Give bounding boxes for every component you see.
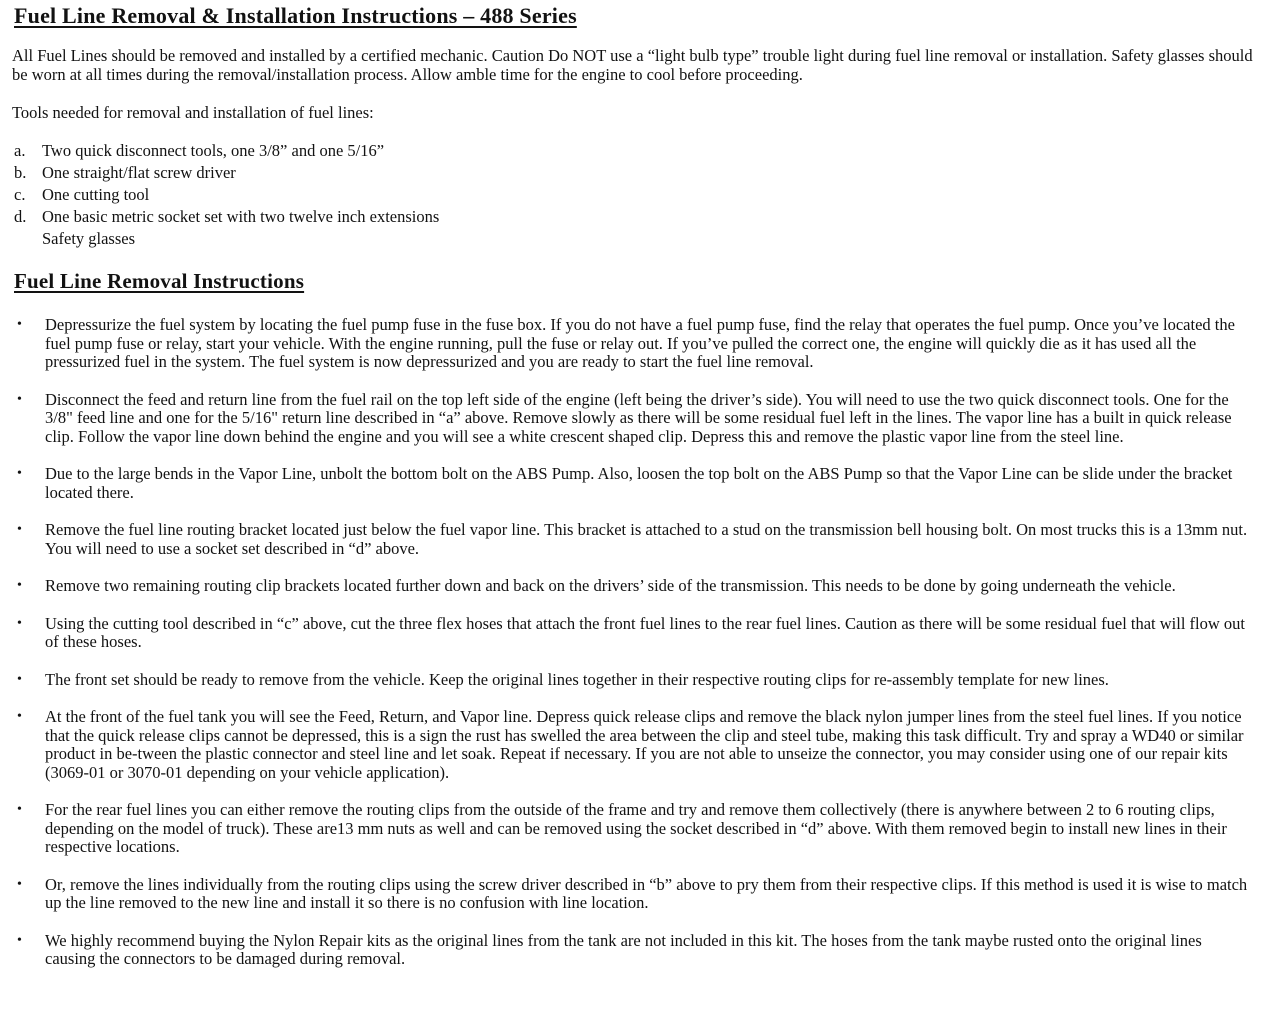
- list-item-text: Safety glasses: [42, 229, 136, 248]
- list-item: [12, 577, 1266, 596]
- tools-heading: Tools needed for removal and installation of fuel lines:: [12, 103, 374, 122]
- list-item: [12, 316, 1266, 372]
- step-text: Depressurize the fuel system by locating the fuel pump fuse in the fuse box. If you do not have a fuel pump fuse, find the relay that operates the fuel pump. Once you’ve located the fuel pump fuse or relay, start your vehicle. With the engine running, pull the fuse or relay out. If you’ve pulled the correct one, the engine will quickly die as it has used all the pressurized fuel in the system. The fuel system is now depressurized and you are ready to start the fuel line removal.: [45, 315, 1235, 371]
- list-item-continuation: [12, 228, 1266, 250]
- intro-paragraph: All Fuel Lines should be removed and installed by a certified mechanic. Caution Do NOT use a “light bulb type” trouble light during fuel line removal or installation. Safety glasses should be worn at all times during the removal/installation process. Allow amble time for the engine to cool before proceeding.: [12, 46, 1253, 84]
- tools-list: [12, 140, 1266, 250]
- bullet-icon: •: [17, 522, 22, 537]
- bullet-icon: •: [17, 317, 22, 332]
- list-item: [12, 465, 1266, 502]
- list-item: [12, 932, 1266, 969]
- list-marker: b.: [14, 163, 27, 182]
- step-text: Disconnect the feed and return line from the fuel rail on the top left side of the engine (left being the driver’s side). You will need to use the two quick disconnect tools. One for the 3/8" feed line and one for the 5/16" return line described in “a” above. Remove slowly as there will be some residual fuel left in the lines. The vapor line has a built in quick release clip. Follow the vapor line down behind the engine and you will see a white crescent shaped clip. Depress this and remove the plastic vapor line from the steel line.: [45, 389, 1232, 446]
- step-text: We highly recommend buying the Nylon Repair kits as the original lines from the tank are not included in this kit. The hoses from the tank maybe rusted onto the original lines causing the connectors to be damaged during removal.: [45, 930, 1202, 968]
- step-text: Due to the large bends in the Vapor Line, unbolt the bottom bolt on the ABS Pump. Also, loosen the top bolt on the ABS Pump so that the Vapor Line can be slide under the bracket located there.: [45, 464, 1233, 502]
- list-item: [12, 391, 1266, 447]
- list-item: [12, 876, 1266, 913]
- list-item-text: Two quick disconnect tools, one 3/8” and one 5/16”: [42, 141, 385, 160]
- list-item: [12, 615, 1266, 652]
- list-marker: c.: [14, 185, 26, 204]
- list-item: [12, 671, 1266, 690]
- list-item: [12, 162, 1266, 184]
- bullet-icon: •: [17, 709, 22, 724]
- step-text: For the rear fuel lines you can either remove the routing clips from the outside of the frame and try and remove them collectively (there is anywhere between 2 to 6 routing clips, depending on the model of truck). These are13 mm nuts as well and can be removed using the socket described in “d” above. With them removed begin to install new lines in their respective locations.: [45, 800, 1227, 856]
- list-marker: a.: [14, 141, 26, 160]
- step-text: The front set should be ready to remove from the vehicle. Keep the original lines together in their respective routing clips for re-assembly template for new lines.: [45, 669, 1109, 689]
- section-heading: Fuel Line Removal Instructions: [14, 269, 305, 293]
- list-item-text: One basic metric socket set with two twelve inch extensions: [42, 207, 440, 226]
- step-text: At the front of the fuel tank you will see the Feed, Return, and Vapor line. Depress quick release clips and remove the black nylon jumper lines from the steel fuel lines. If you notice that the quick release clips cannot be depressed, this is a sign the rust has swelled the area between the clip and steel tube, making this task difficult. Try and spray a WD40 or similar product in be-tween the plastic connector and steel line and let soak. Repeat if necessary. If you are not able to unseize the connector, you may consider using one of our repair kits (3069-01 or 3070-01 depending on your vehicle application).: [45, 707, 1244, 782]
- list-item-text: One cutting tool: [42, 185, 150, 204]
- list-item: [12, 206, 1266, 228]
- bullet-icon: •: [17, 466, 22, 481]
- list-item: [12, 184, 1266, 206]
- page-title: Fuel Line Removal & Installation Instructions – 488 Series: [14, 3, 577, 28]
- bullet-icon: •: [17, 671, 22, 687]
- list-item-text: One straight/flat screw driver: [42, 163, 236, 182]
- step-text: Remove the fuel line routing bracket located just below the fuel vapor line. This bracket is attached to a stud on the transmission bell housing bolt. On most trucks this is a 13mm nut. You will need to use a socket set described in “d” above.: [45, 520, 1248, 558]
- list-marker: [12, 228, 42, 250]
- list-item: [12, 801, 1266, 857]
- bullet-icon: •: [17, 876, 22, 892]
- step-text: Using the cutting tool described in “c” above, cut the three flex hoses that attach the front fuel lines to the rear fuel lines. Caution as there will be some residual fuel that will flow out of these hoses.: [45, 613, 1246, 651]
- bullet-icon: •: [17, 802, 22, 817]
- list-item: [12, 521, 1266, 558]
- bullet-icon: •: [17, 391, 22, 407]
- step-text: Remove two remaining routing clip brackets located further down and back on the drivers’ side of the transmission. This needs to be done by going underneath the vehicle.: [45, 576, 1176, 595]
- list-marker: d.: [14, 207, 27, 226]
- bullet-icon: •: [17, 578, 22, 593]
- bullet-icon: •: [17, 615, 22, 631]
- bullet-icon: •: [17, 932, 22, 948]
- list-item: [12, 140, 1266, 162]
- list-item: [12, 708, 1266, 782]
- step-text: Or, remove the lines individually from the routing clips using the screw driver described in “b” above to pry them from their respective clips. If this method is used it is wise to match up the line removed to the new line and install it so there is no confusion with line location.: [45, 874, 1248, 912]
- instruction-steps: [12, 316, 1266, 969]
